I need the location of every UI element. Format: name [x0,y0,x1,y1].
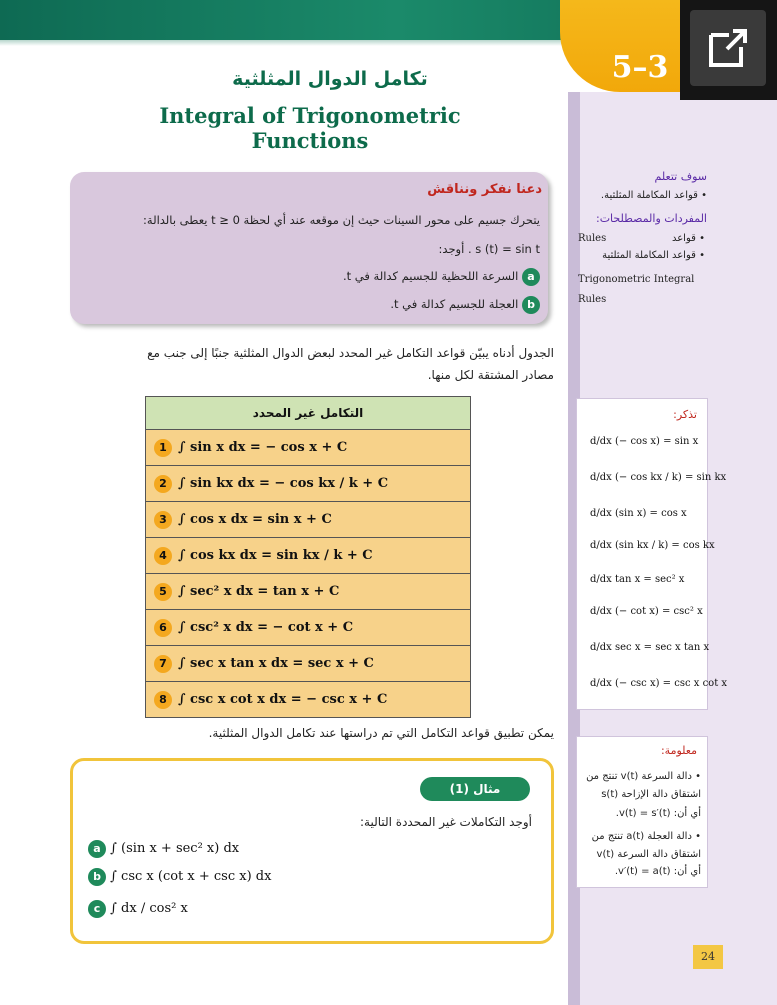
info-2: أي أن: v(t) = s′(t). [615,808,701,819]
after-table-text: يمكن تطبيق قواعد التكامل التي تم دراستها عند تكامل الدوال المثلثية. [208,726,554,740]
table-row: 7 ∫ sec x tan x dx = sec x + C [146,646,471,682]
think-heading: دعنا نفكر ونناقش [427,182,542,197]
expand-icon [705,25,751,71]
think-line-1: يتحرك جسيم على محور السينات حيث إن موقعه عند أي لحظة 0 ≤ t يعطى بالدالة: [143,213,540,227]
learn-item: • قواعد المكاملة المثلثية. [600,190,707,201]
table-row: 2 ∫ sin kx dx = − cos kx / k + C [146,466,471,502]
table-header: التكامل غير المحدد [146,397,471,430]
table-row: 3 ∫ cos x dx = sin x + C [146,502,471,538]
table-row: 6 ∫ csc² x dx = − cot x + C [146,610,471,646]
deriv-7: d/dx sec x = sec x tan x [590,642,710,653]
deriv-5: d/dx tan x = sec² x [590,574,685,585]
intro-line-2: مصادر المشتقة لكل منها. [427,368,554,382]
intro-line-1: الجدول أدناه يبيّن قواعد التكامل غير المحدد لبعض الدوال المثلثية جنبًا إلى جنب مع [147,346,554,360]
info-heading: معلومة: [660,744,697,757]
info-4: أي أن: v′(t) = a(t). [614,866,701,877]
info-3: • دالة العجلة a(t) تنتج من اشتقاق دالة السرعة v(t) [591,831,701,860]
remember-heading: تذكر: [673,408,697,421]
vocab-heading: المفردات والمصطلحات: [595,212,707,225]
learn-heading: سوف تتعلم [654,170,707,183]
table-row: 5 ∫ sec² x dx = tan x + C [146,574,471,610]
deriv-6: d/dx (− cot x) = csc² x [590,606,703,617]
badge-b: b [522,296,540,314]
table-row: 4 ∫ cos kx dx = sin kx / k + C [146,538,471,574]
deriv-3: d/dx (sin x) = cos x [590,508,687,519]
badge-a: a [522,268,540,286]
think-item-a [343,268,540,286]
vocab-2-en: Trigonometric Integral Rules [578,274,695,305]
table-row: 1 ∫ sin x dx = − cos x + C [146,430,471,466]
deriv-2: d/dx (− cos kx / k) = sin kx [590,472,727,483]
expand-button[interactable] [690,10,766,86]
info-1: • دالة السرعة v(t) تنتج من اشتقاق دالة الإزاحة s(t) [586,771,701,800]
example-item-a: a ∫ (sin x + sec² x) dx [88,840,239,858]
think-item-a-text: السرعة اللحظية للجسيم كدالة في t. [342,269,519,283]
example-item-c: c ∫ dx / cos² x [88,900,188,918]
example-item-b: b ∫ csc x (cot x + csc x) dx [88,868,271,886]
title-english: Integral of Trigonometric Functions [159,103,461,153]
title-arabic: تكامل الدوال المثلثية [232,68,428,90]
deriv-4: d/dx (sin kx / k) = cos kx [590,540,715,551]
vocab-1-ar: • قواعد [671,233,705,244]
example-question: أوجد التكاملات غير المحددة التالية: [359,815,532,829]
deriv-1: d/dx (− cos x) = sin x [590,436,699,447]
vocab-1-en: Rules [578,233,607,244]
think-item-b-text: العجلة للجسيم كدالة في t. [390,297,519,311]
example-title: مثال (1) [420,777,530,801]
lesson-number: 5–3 [611,50,669,85]
page-number: 24 [693,945,723,969]
think-item-b [390,296,540,314]
think-line-2: s (t) = sin t . أوجد: [438,242,540,256]
vocab-2-ar: • قواعد المكاملة المثلثية [602,250,705,261]
table-row: 8 ∫ csc x cot x dx = − csc x + C [146,682,471,718]
integrals-table [145,396,471,718]
deriv-8: d/dx (− csc x) = csc x cot x [590,678,728,689]
